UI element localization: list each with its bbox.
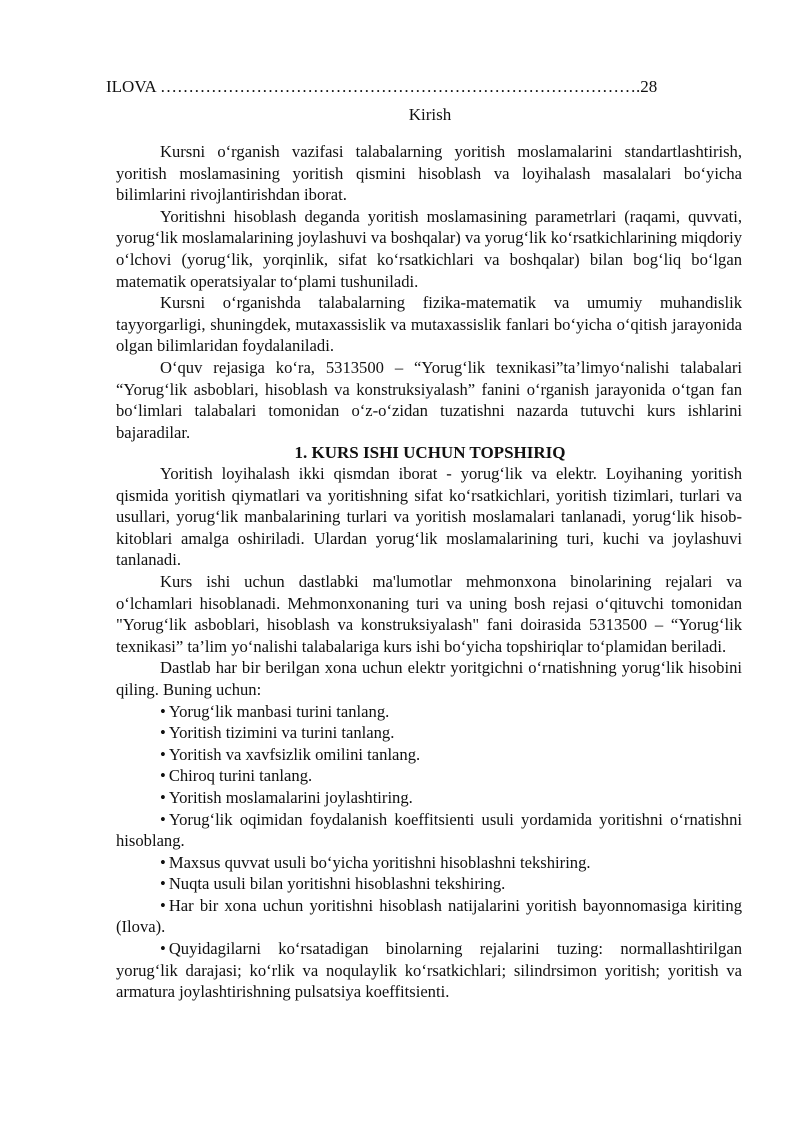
task-section xyxy=(116,463,742,1003)
list-item-text: Nuqta usuli bilan yoritishni hisoblashni tekshiring. xyxy=(168,874,506,894)
list-item-text: Yorug‘lik oqimidan foydalanish koeffitsienti usuli yordamida yoritishni o‘rnatishni hisoblang. xyxy=(116,809,742,851)
list-item xyxy=(116,722,742,744)
toc-leader-dots: …………………………………………………………………………. xyxy=(160,77,641,96)
list-item-text: Yorug‘lik manbasi turini tanlang. xyxy=(168,701,390,721)
bullet-icon: • xyxy=(160,701,166,721)
list-item xyxy=(116,765,742,787)
list-item-text: Chiroq turini tanlang. xyxy=(168,766,313,786)
intro-section xyxy=(116,141,742,443)
list-item-text: Maxsus quvvat usuli bo‘yicha yoritishni hisoblashni tekshiring. xyxy=(168,852,591,872)
intro-heading: Kirish xyxy=(408,105,452,124)
bullet-icon: • xyxy=(160,895,166,915)
list-item xyxy=(116,744,742,766)
list-item-text: Yoritish tizimini va turini tanlang. xyxy=(168,723,395,743)
section-paragraph: Dastlab har bir berilgan xona uchun elektr yoritgichni o‘rnatishning yorug‘lik hisobini qiling. Buning uchun: xyxy=(116,658,742,699)
toc-entry[interactable] xyxy=(106,76,702,98)
toc-label: ILOVA xyxy=(106,77,156,96)
intro-paragraph: O‘quv rejasiga ko‘ra, 5313500 – “Yorug‘lik texnikasi”ta’limyo‘nalishi talabalari “Yorug‘lik asboblari, hisoblash va konstruksiyalash” fanini o‘rganish jarayonida o‘tgan fan bo‘limlari talabalari tomonidan o‘z-o‘zidan tuzatishni nazarda tutuvchi kurs ishlarini bajaradilar. xyxy=(116,357,742,442)
task-bullet-list xyxy=(116,701,742,1003)
list-item-text: Yoritish moslamalarini joylashtiring. xyxy=(168,787,413,807)
bullet-icon: • xyxy=(160,852,166,872)
bullet-icon: • xyxy=(160,874,166,894)
bullet-icon: • xyxy=(160,766,166,786)
bullet-icon: • xyxy=(160,939,166,959)
list-item xyxy=(116,852,742,874)
section-paragraph: Yoritish loyihalash ikki qismdan iborat - yorug‘lik va elektr. Loyihaning yoritish qismida yoritish qiymatlari va yoritishning sifat ko‘rsatkichlari, yoritish tizimlari, turlari va usullari, yorug‘lik manbalarining turlari va yoritish moslamalari tanlanadi, yorug‘lik hisob-kitoblari amalga oshiriladi. Ulardan yorug‘lik moslamalarining turi, kuchi va joylashuvi tanlanadi. xyxy=(116,464,742,570)
list-item-text: Yoritish va xavfsizlik omilini tanlang. xyxy=(168,744,421,764)
list-item-text: Quyidagilarni ko‘rsatadigan binolarning rejalarini tuzing: normallashtirilgan yorug‘lik darajasi; ko‘rlik va noqulaylik ko‘rsatkichlari; silindrsimon yoritish; yoritish va armatura joylashtirishning pulsatsiya koeffitsienti. xyxy=(116,939,742,1002)
section-heading: 1. KURS ISHI UCHUN TOPSHIRIQ xyxy=(294,443,566,462)
bullet-icon: • xyxy=(160,787,166,807)
list-item xyxy=(116,895,742,938)
bullet-icon: • xyxy=(160,723,166,743)
list-item xyxy=(116,873,742,895)
intro-paragraph: Yoritishni hisoblash deganda yoritish moslamasining parametrlari (raqami, quvvati, yorug‘lik moslamalarining joylashuvi va boshqalar) va yorug‘lik ko‘rsatkichlarining miqdoriy o‘lchovi (yorug‘lik, yorqinlik, sifat ko‘rsatkichlari va boshqalar) bilan bog‘liq bo‘lgan matematik operatsiyalar to‘plami tushuniladi. xyxy=(116,206,742,291)
list-item xyxy=(116,809,742,852)
bullet-icon: • xyxy=(160,744,166,764)
toc-page-number: 28 xyxy=(640,77,658,96)
section-paragraph: Kurs ishi uchun dastlabki ma'lumotlar mehmonxona binolarining rejalari va o‘lchamlari hisoblanadi. Mehmonxonaning turi va uning bosh rejasi o‘qituvchi tomonidan "Yorug‘lik asboblari, hisoblash va konstruksiyalash" fani doirasida 5313500 – “Yorug‘lik texnikasi” ta’lim yo‘nalishi talabalariga kurs ishi bo‘yicha topshiriqlar to‘plamidan beriladi. xyxy=(116,571,742,656)
intro-paragraph: Kursni o‘rganish vazifasi talabalarning yoritish moslamalarini standartlashtirish, yoritish moslamasining yoritish qismini hisoblash va loyihalash masalalari bo‘yicha bilimlarini rivojlantirishdan iborat. xyxy=(116,142,742,205)
list-item xyxy=(116,787,742,809)
list-item-text: Har bir xona uchun yoritishni hisoblash natijalarini yoritish bayonnomasiga kiriting (Ilova). xyxy=(116,895,742,937)
intro-paragraph: Kursni o‘rganishda talabalarning fizika-matematik va umumiy muhandislik tayyorgarligi, shuningdek, mutaxassislik va mutaxassislik fanlari bo‘yicha o‘qitish jarayonida olgan bilimlaridan foydalaniladi. xyxy=(116,293,742,356)
list-item xyxy=(116,938,742,1003)
list-item xyxy=(116,701,742,723)
bullet-icon: • xyxy=(160,809,166,829)
